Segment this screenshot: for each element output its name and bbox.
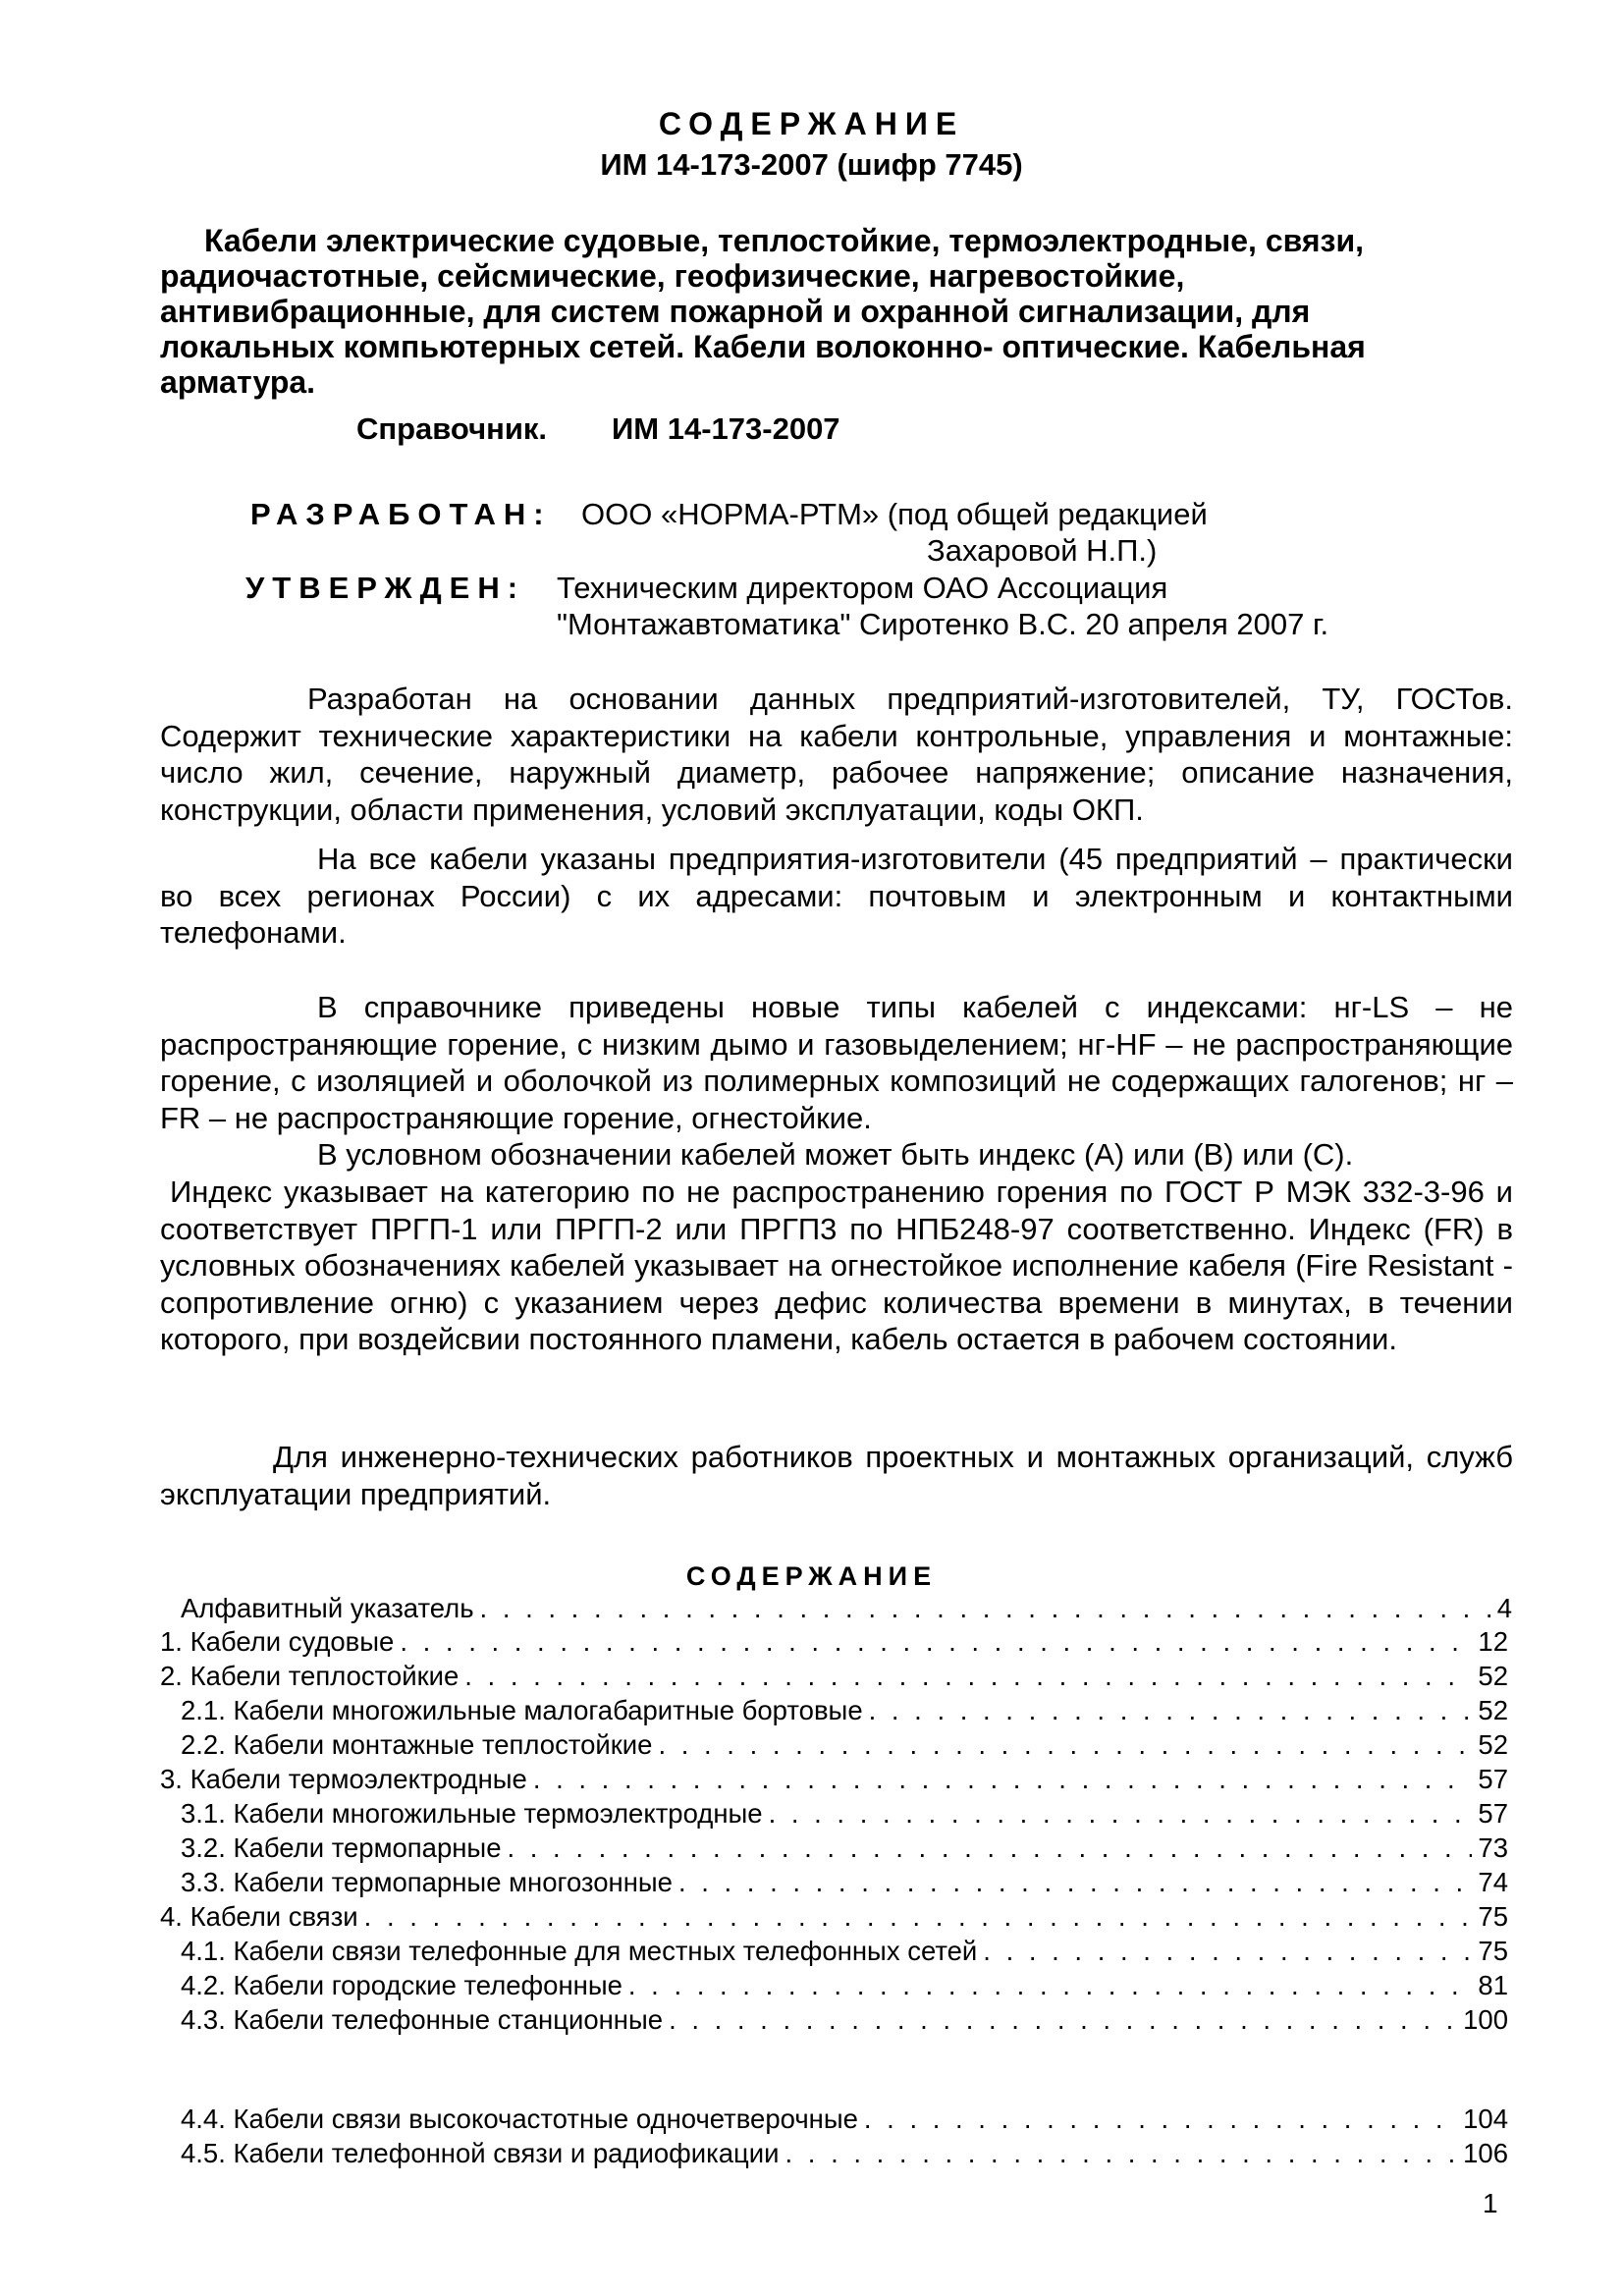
paragraph-index-meaning: Индекс указывает на категорию по не распространению горения по ГОСТ Р МЭК 332-3-96 и соответствует ПРГП-1 или ПРГП-2 или ПРГП3 по НПБ248-97 соответственно. Индекс (FR) в условных обозначениях кабелей указывает на огнестойкое исполнение кабеля (Fire Resistant - сопротивление огню) с указанием через дефис количества времени в минутах, в течении которого, при воздейсвии постоянного пламени, кабель остается в рабочем состоянии. (160, 1175, 1513, 1356)
toc-item-label: 2.1. Кабели многожильные малогабаритные бортовые (181, 1695, 863, 1725)
toc-item-page: 52 (1478, 1729, 1508, 1760)
toc-leader (464, 1661, 1472, 1692)
toc-item-page: 4 (1496, 1593, 1512, 1623)
toc-leader (864, 2104, 1457, 2135)
toc-item-label: 4.3. Кабели телефонные станционные (181, 2004, 664, 2035)
approved-signer: "Монтажавтоматика" Сиротенко В.С. 20 апреля 2007 г. (557, 607, 1329, 641)
handbook-line (356, 411, 840, 447)
handbook-code: ИМ 14-173-2007 (612, 411, 840, 446)
toc-item-page: 52 (1478, 1661, 1508, 1691)
toc-leader (658, 1729, 1472, 1761)
toc-item[interactable] (181, 2004, 1508, 2036)
toc-item-page: 57 (1478, 1798, 1508, 1829)
toc-item-page: 12 (1478, 1626, 1508, 1657)
approved-text: Техническим директором ОАО Ассоциация (557, 571, 1168, 605)
toc-leader (628, 1970, 1473, 2001)
document-subject (160, 223, 1476, 400)
toc-item-label: 4. Кабели связи (160, 1901, 358, 1932)
toc-item-page: 52 (1478, 1695, 1508, 1725)
toc-item-page: 57 (1478, 1764, 1508, 1794)
toc-item[interactable] (181, 2104, 1508, 2135)
toc-item-label: 3. Кабели термоэлектродные (160, 1764, 527, 1794)
toc-leader (983, 1936, 1472, 1967)
toc-item[interactable] (181, 1867, 1508, 1898)
toc-leader (364, 1901, 1473, 1933)
toc-item[interactable] (181, 1798, 1508, 1830)
toc-leader (869, 1695, 1473, 1726)
toc-item[interactable] (181, 1593, 1512, 1624)
approved-label: УТВЕРЖДЕН: (245, 571, 526, 605)
toc-leader (678, 1867, 1472, 1898)
document-code: ИМ 14-173-2007 (шифр 7745) (600, 147, 1023, 182)
developed-text: ООО «НОРМА-РТМ» (под общей редакцией (581, 497, 1208, 531)
toc-item-label: 4.1. Кабели связи телефонные для местных телефонных сетей (181, 1936, 978, 1966)
page-number: 1 (1483, 2188, 1498, 2218)
toc-item-page: 73 (1478, 1832, 1508, 1863)
paragraph-index-abc: В условном обозначении кабелей может быть индекс (А) или (В) или (С). (317, 1137, 1354, 1172)
toc-item-label: 2.2. Кабели монтажные теплостойкие (181, 1729, 653, 1760)
developed-editor: Захаровой Н.П.) (927, 533, 1158, 568)
toc-item[interactable] (181, 1729, 1508, 1761)
toc-item-label: 4.5. Кабели телефонной связи и радиофикации (181, 2138, 780, 2168)
toc-item[interactable] (160, 1661, 1508, 1692)
toc-item[interactable] (181, 2138, 1508, 2169)
toc-item-page: 75 (1478, 1936, 1508, 1966)
subject-text: Кабели электрические судовые, теплостойкие, термоэлектродные, связи, радиочастотные, сейсмические, геофизические, нагревостойкие, антивибрационные, для систем пожарной и охранной сигнализации, для локальных компьютерных сетей. Кабели волоконно- оптические. Кабельная арматура. (160, 223, 1366, 400)
paragraph-new-types: В справочнике приведены новые типы кабелей с индексами: нг-LS – не распространяющие горение, с низким дымо и газовыделением; нг-HF – не распространяющие горение, с изоляцией и оболочкой из полимерных композиций не содержащих галогенов; нг – FR – не распространяющие горение, огнестойкие. (160, 990, 1513, 1135)
toc-leader (480, 1593, 1491, 1624)
toc-leader (769, 1798, 1473, 1830)
toc-title: СОДЕРЖАНИЕ (685, 1561, 938, 1591)
toc-item-page: 74 (1478, 1867, 1508, 1897)
toc-item-label: 3.1. Кабели многожильные термоэлектродные (181, 1798, 763, 1829)
paragraph-manufacturers: На все кабели указаны предприятия-изготовители (45 предприятий – практически во всех регионах России) с их адресами: почтовым и электронным и контактными телефонами. (160, 842, 1513, 950)
toc-item[interactable] (160, 1901, 1508, 1933)
handbook-label: Справочник. (356, 411, 548, 446)
toc-leader (785, 2138, 1458, 2169)
toc-item[interactable] (181, 1695, 1508, 1726)
toc-item-label: Алфавитный указатель (181, 1593, 474, 1623)
toc-item[interactable] (181, 1832, 1508, 1864)
toc-item-label: 2. Кабели теплостойкие (160, 1661, 460, 1691)
toc-item-page: 104 (1463, 2104, 1508, 2134)
toc-leader (508, 1832, 1473, 1864)
document-title: СОДЕРЖАНИЕ (658, 106, 965, 141)
toc-leader (533, 1764, 1473, 1795)
toc-item-page: 75 (1478, 1901, 1508, 1932)
toc-item-page: 106 (1463, 2138, 1508, 2168)
toc-item-page: 100 (1463, 2004, 1508, 2035)
toc-item-page: 81 (1478, 1970, 1508, 2000)
toc-item[interactable] (160, 1764, 1508, 1795)
paragraph-audience: Для инженерно-технических работников проектных и монтажных организаций, служб эксплуатации предприятий. (160, 1440, 1513, 1511)
toc-item-label: 3.2. Кабели термопарные (181, 1832, 502, 1863)
toc-item-label: 4.2. Кабели городские телефонные (181, 1970, 622, 2000)
toc-item-label: 3.3. Кабели термопарные многозонные (181, 1867, 673, 1897)
toc-leader (669, 2004, 1457, 2036)
toc-leader (400, 1626, 1472, 1658)
paragraph-sources: Разработан на основании данных предприятий-изготовителей, ТУ, ГОСТов. Содержит технические характеристики на кабели контрольные, управления и монтажные: число жил, сечение, наружный диаметр, рабочее напряжение; описание назначения, конструкции, области применения, условий эксплуатации, коды ОКП. (160, 682, 1513, 827)
toc-item[interactable] (181, 1970, 1508, 2001)
toc-item-label: 1. Кабели судовые (160, 1626, 395, 1657)
toc-item[interactable] (160, 1626, 1508, 1658)
toc-item[interactable] (181, 1936, 1508, 1967)
toc-item-label: 4.4. Кабели связи высокочастотные одночетверочные (181, 2104, 858, 2134)
developed-label: РАЗРАБОТАН: (250, 497, 552, 531)
